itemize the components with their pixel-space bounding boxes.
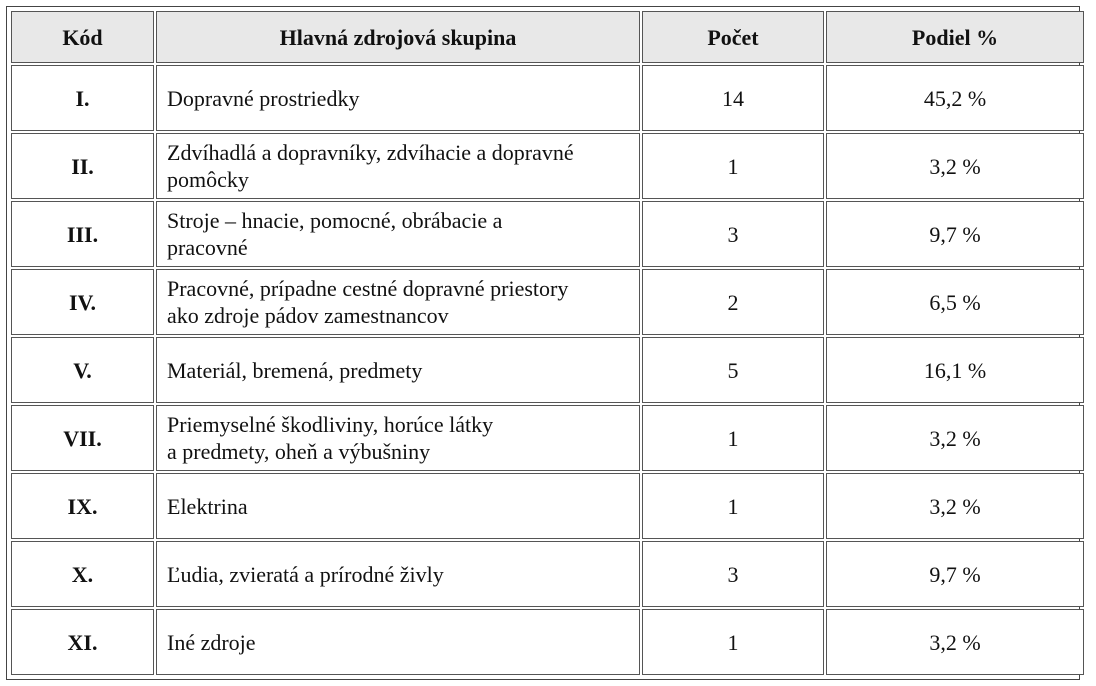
row-count: 14 (642, 65, 824, 131)
row-group (156, 609, 640, 675)
row-group (156, 269, 640, 335)
table-row (11, 201, 1084, 267)
table-row (11, 405, 1084, 471)
table-row (11, 609, 1084, 675)
row-code: X. (11, 541, 154, 607)
header-code: Kód (11, 11, 154, 63)
row-share: 3,2 % (826, 405, 1084, 471)
row-share: 3,2 % (826, 609, 1084, 675)
table-row (11, 65, 1084, 131)
row-code: IV. (11, 269, 154, 335)
row-group-line: Elektrina (167, 493, 248, 519)
header-count: Počet (642, 11, 824, 63)
row-code: XI. (11, 609, 154, 675)
table-header-row (11, 11, 1084, 63)
row-code: II. (11, 133, 154, 199)
row-count: 1 (642, 609, 824, 675)
row-group-line: pomôcky (167, 167, 249, 192)
row-group-line: Ľudia, zvieratá a prírodné živly (167, 561, 444, 587)
row-group-line: Iné zdroje (167, 629, 256, 655)
row-group-line: Pracovné, prípadne cestné dopravné priestory (167, 276, 569, 301)
source-groups-table (9, 9, 1086, 677)
row-group (156, 473, 640, 539)
row-group-line: pracovné (167, 235, 248, 260)
row-share: 9,7 % (826, 201, 1084, 267)
row-group (156, 405, 640, 471)
table-row (11, 133, 1084, 199)
row-group (156, 201, 640, 267)
table-row (11, 269, 1084, 335)
row-code: I. (11, 65, 154, 131)
row-count: 3 (642, 541, 824, 607)
row-count: 2 (642, 269, 824, 335)
table-row (11, 541, 1084, 607)
row-group-line: Stroje – hnacie, pomocné, obrábacie a (167, 208, 503, 233)
row-count: 1 (642, 473, 824, 539)
row-share: 3,2 % (826, 473, 1084, 539)
row-share: 9,7 % (826, 541, 1084, 607)
row-share: 45,2 % (826, 65, 1084, 131)
row-group-line: a predmety, oheň a výbušniny (167, 439, 431, 464)
row-count: 5 (642, 337, 824, 403)
row-group-line: Materiál, bremená, predmety (167, 357, 423, 383)
row-count: 1 (642, 133, 824, 199)
row-group (156, 65, 640, 131)
row-share: 6,5 % (826, 269, 1084, 335)
row-code: VII. (11, 405, 154, 471)
row-group-line: Dopravné prostriedky (167, 85, 360, 111)
row-group-line: Priemyselné škodliviny, horúce látky (167, 412, 494, 437)
row-code: III. (11, 201, 154, 267)
source-groups-table-frame (6, 6, 1080, 680)
row-code: V. (11, 337, 154, 403)
table-row (11, 337, 1084, 403)
row-group (156, 133, 640, 199)
row-group-line: Zdvíhadlá a dopravníky, zdvíhacie a dopravné (167, 140, 574, 165)
row-group (156, 337, 640, 403)
row-group-line: ako zdroje pádov zamestnancov (167, 303, 449, 328)
row-count: 1 (642, 405, 824, 471)
row-code: IX. (11, 473, 154, 539)
header-share: Podiel % (826, 11, 1084, 63)
row-count: 3 (642, 201, 824, 267)
row-group (156, 541, 640, 607)
row-share: 16,1 % (826, 337, 1084, 403)
row-share: 3,2 % (826, 133, 1084, 199)
table-row (11, 473, 1084, 539)
header-group: Hlavná zdrojová skupina (156, 11, 640, 63)
